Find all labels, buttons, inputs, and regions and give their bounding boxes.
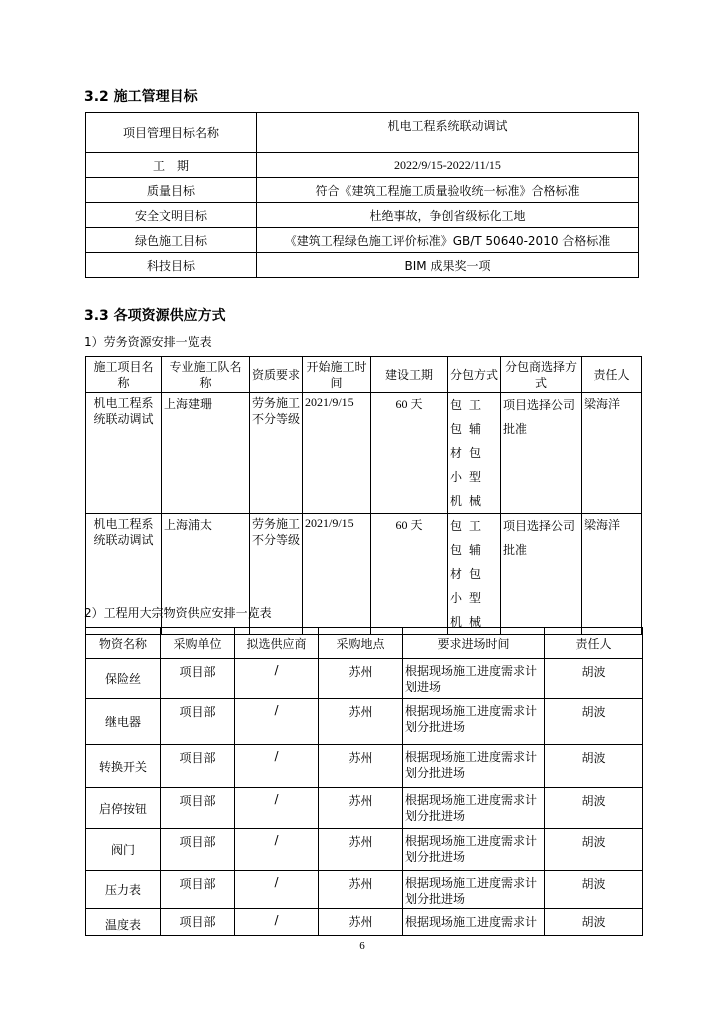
material-supplier: / [235,659,319,699]
column-header: 施工项目名称 [86,357,162,393]
material-name: 压力表 [86,871,161,909]
column-header: 要求进场时间 [403,628,545,659]
column-header: 采购单位 [161,628,235,659]
material-supplier: / [235,829,319,871]
material-place: 苏州 [319,659,403,699]
material-unit: 项目部 [161,909,235,936]
labor-start: 2021/9/15 [303,514,371,635]
material-supplier: / [235,788,319,829]
material-time: 根据现场施工进度需求计划分批进场 [403,699,545,745]
material-time: 根据现场施工进度需求计划进场 [403,659,545,699]
goal-label: 质量目标 [86,178,257,203]
labor-team: 上海建珊 [162,393,250,514]
management-goals-table [85,112,639,278]
material-name: 温度表 [86,909,161,936]
goal-value: 符合《建筑工程施工质量验收统一标准》合格标准 [257,178,639,203]
labor-duration: 60 天 [371,514,448,635]
column-header: 采购地点 [319,628,403,659]
table-row [86,788,643,829]
material-owner: 胡波 [545,659,643,699]
labor-subcontract: 包工包辅材包小型机械 [448,514,501,635]
material-unit: 项目部 [161,659,235,699]
material-time: 根据现场施工进度需求计划分批进场 [403,745,545,788]
material-supplier: / [235,699,319,745]
material-unit: 项目部 [161,829,235,871]
material-time: 根据现场施工进度需求计划分批进场 [403,829,545,871]
material-unit: 项目部 [161,871,235,909]
material-supplier: / [235,909,319,936]
section-heading-3-2: 3.2 施工管理目标 [84,89,198,105]
material-unit: 项目部 [161,699,235,745]
goal-label: 绿色施工目标 [86,228,257,253]
table-row [86,178,639,203]
table-header-row [86,628,643,659]
material-name: 启停按钮 [86,788,161,829]
column-header: 责任人 [582,357,642,393]
materials-table-caption: 2）工程用大宗物资供应安排一览表 [84,606,272,620]
labor-start: 2021/9/15 [303,393,371,514]
labor-resource-table [85,356,642,635]
labor-selection: 项目选择公司批准 [501,514,582,635]
table-row [86,909,643,936]
labor-selection: 项目选择公司批准 [501,393,582,514]
column-header: 分包方式 [448,357,501,393]
section-heading-3-3: 3.3 各项资源供应方式 [84,308,226,324]
material-owner: 胡波 [545,745,643,788]
column-header: 分包商选择方式 [501,357,582,393]
material-unit: 项目部 [161,745,235,788]
column-header: 物资名称 [86,628,161,659]
table-row [86,393,642,514]
goal-value: 机电工程系统联动调试 [257,113,639,153]
labor-qualification: 劳务施工不分等级 [250,514,303,635]
material-time: 根据现场施工进度需求计 [403,909,545,936]
material-owner: 胡波 [545,909,643,936]
material-owner: 胡波 [545,699,643,745]
material-name: 转换开关 [86,745,161,788]
table-row [86,871,643,909]
material-time: 根据现场施工进度需求计划分批进场 [403,871,545,909]
column-header: 开始施工时间 [303,357,371,393]
labor-project: 机电工程系统联动调试 [86,514,162,635]
goal-value: 2022/9/15-2022/11/15 [257,153,639,178]
goal-label: 安全文明目标 [86,203,257,228]
table-row [86,659,643,699]
goal-value: 杜绝事故，争创省级标化工地 [257,203,639,228]
goal-value: BIM 成果奖一项 [257,253,639,278]
column-header: 建设工期 [371,357,448,393]
material-owner: 胡波 [545,829,643,871]
column-header: 资质要求 [250,357,303,393]
labor-project: 机电工程系统联动调试 [86,393,162,514]
labor-qualification: 劳务施工不分等级 [250,393,303,514]
table-header-row [86,357,642,393]
material-supplier: / [235,745,319,788]
column-header: 专业施工队名称 [162,357,250,393]
labor-owner: 梁海洋 [582,393,642,514]
column-header: 责任人 [545,628,643,659]
labor-duration: 60 天 [371,393,448,514]
material-name: 保险丝 [86,659,161,699]
table-row [86,829,643,871]
material-owner: 胡波 [545,871,643,909]
labor-owner: 梁海洋 [582,514,642,635]
table-row [86,228,639,253]
labor-team: 上海浦太 [162,514,250,635]
goal-label: 项目管理目标名称 [86,113,257,153]
material-time: 根据现场施工进度需求计划分批进场 [403,788,545,829]
materials-supply-table [85,627,643,936]
table-row [86,203,639,228]
material-place: 苏州 [319,745,403,788]
goal-value: 《建筑工程绿色施工评价标准》GB/T 50640-2010 合格标准 [257,228,639,253]
material-name: 阀门 [86,829,161,871]
material-place: 苏州 [319,829,403,871]
material-unit: 项目部 [161,788,235,829]
labor-table-caption: 1）劳务资源安排一览表 [84,335,212,349]
page-number: 6 [359,940,365,952]
goal-label: 工 期 [86,153,257,178]
material-owner: 胡波 [545,788,643,829]
goal-label: 科技目标 [86,253,257,278]
material-place: 苏州 [319,909,403,936]
column-header: 拟选供应商 [235,628,319,659]
table-row [86,745,643,788]
table-row [86,253,639,278]
material-place: 苏州 [319,871,403,909]
table-row [86,113,639,153]
material-name: 继电器 [86,699,161,745]
labor-subcontract: 包工包辅材包小型机械 [448,393,501,514]
material-place: 苏州 [319,699,403,745]
material-place: 苏州 [319,788,403,829]
table-row [86,699,643,745]
material-supplier: / [235,871,319,909]
table-row [86,153,639,178]
